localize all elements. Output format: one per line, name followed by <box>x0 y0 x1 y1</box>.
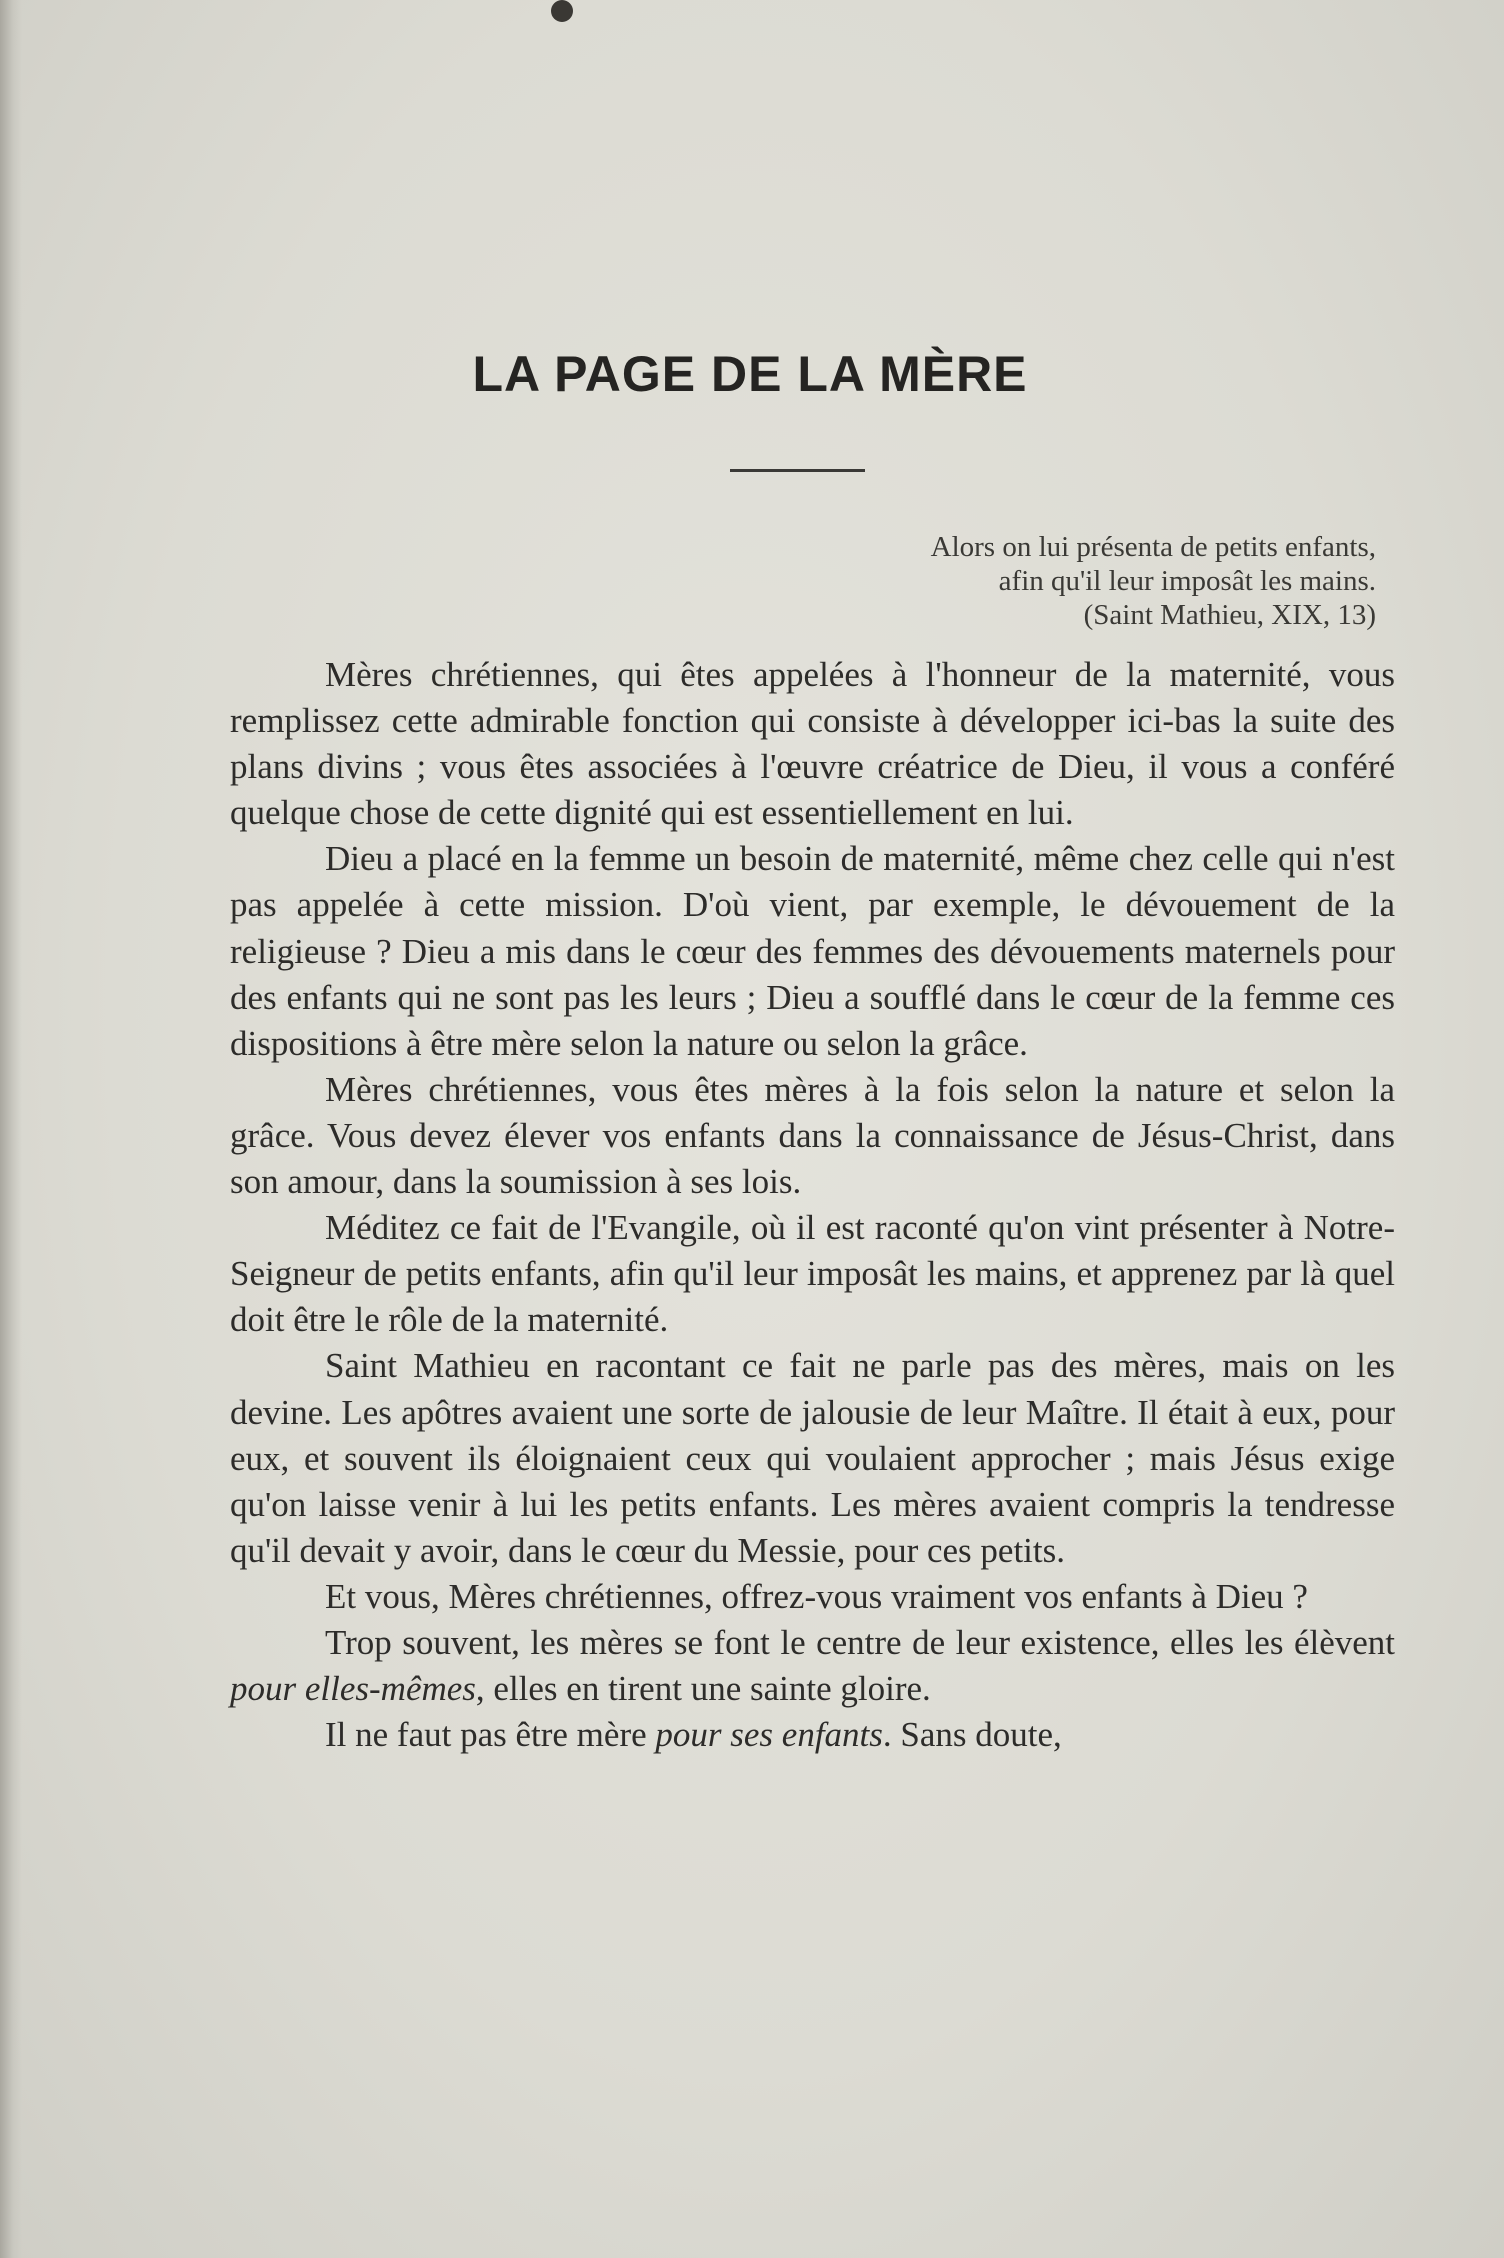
paragraph-7-text-after: , elles en tirent une sainte gloire. <box>475 1669 931 1709</box>
paragraph-7 <box>230 1620 1395 1712</box>
page-title: LA PAGE DE LA MÈRE <box>472 346 1028 402</box>
paragraph-5: Saint Mathieu en racontant ce fait ne parle pas des mères, mais on les devine. Les apôtres avaient une sorte de jalousie de leur Maître. Il était à eux, pour eux, et souvent ils éloignaient ceux qui voulaient approcher ; mais Jésus exige qu'on laisse venir à lui les petits enfants. Les mères avaient compris la tendresse qu'il devait y avoir, dans le cœur du Messie, pour ces petits. <box>230 1346 1395 1570</box>
punch-hole <box>551 0 573 22</box>
paragraph-8-text-after: . Sans doute, <box>882 1715 1062 1755</box>
title-divider <box>730 469 865 472</box>
paragraph-4: Méditez ce fait de l'Evangile, où il est raconté qu'on vint présenter à Notre-Seigneur de petits enfants, afin qu'il leur imposât les mains, et apprenez par là quel doit être le rôle de la maternité. <box>230 1208 1395 1340</box>
paragraph-7-emphasis: pour elles-mêmes <box>230 1669 476 1709</box>
paragraph-2: Dieu a placé en la femme un besoin de maternité, même chez celle qui n'est pas appelée à cette mission. D'où vient, par exemple, le dévouement de la religieuse ? Dieu a mis dans le cœur des femmes des dévouements maternels pour des enfants qui ne sont pas les leurs ; Dieu a soufflé dans le cœur de la femme ces dispositions à être mère selon la nature ou selon la grâce. <box>230 839 1395 1063</box>
paragraph-8-text-before: Il ne faut pas être mère <box>325 1715 656 1755</box>
paragraph-8-emphasis: pour ses enfants <box>655 1715 883 1755</box>
paragraph-6: Et vous, Mères chrétiennes, offrez-vous vraiment vos enfants à Dieu ? <box>325 1576 1308 1616</box>
paragraph-3: Mères chrétiennes, vous êtes mères à la fois selon la nature et selon la grâce. Vous devez élever vos enfants dans la connaissance de Jésus-Christ, dans son amour, dans la soumission à ses lois. <box>230 1069 1395 1202</box>
paragraph-7-text-before: Trop souvent, les mères se font le centre de leur existence, elles les élèvent <box>325 1622 1395 1662</box>
body-text <box>230 652 1395 1758</box>
epigraph-line-2: afin qu'il leur imposât les mains. <box>998 565 1376 597</box>
epigraph-line-1: Alors on lui présenta de petits enfants, <box>930 531 1376 563</box>
epigraph <box>676 530 1376 632</box>
page-binding-edge <box>0 0 22 2258</box>
epigraph-citation: (Saint Mathieu, XIX, 13) <box>1083 599 1376 631</box>
paragraph-1: Mères chrétiennes, qui êtes appelées à l'honneur de la maternité, vous remplissez cette admirable fonction qui consiste à développer ici-bas la suite des plans divins ; vous êtes associées à l'œuvre créatrice de Dieu, il vous a conféré quelque chose de cette dignité qui est essentiellement en lui. <box>230 655 1395 833</box>
paragraph-8 <box>230 1712 1395 1758</box>
